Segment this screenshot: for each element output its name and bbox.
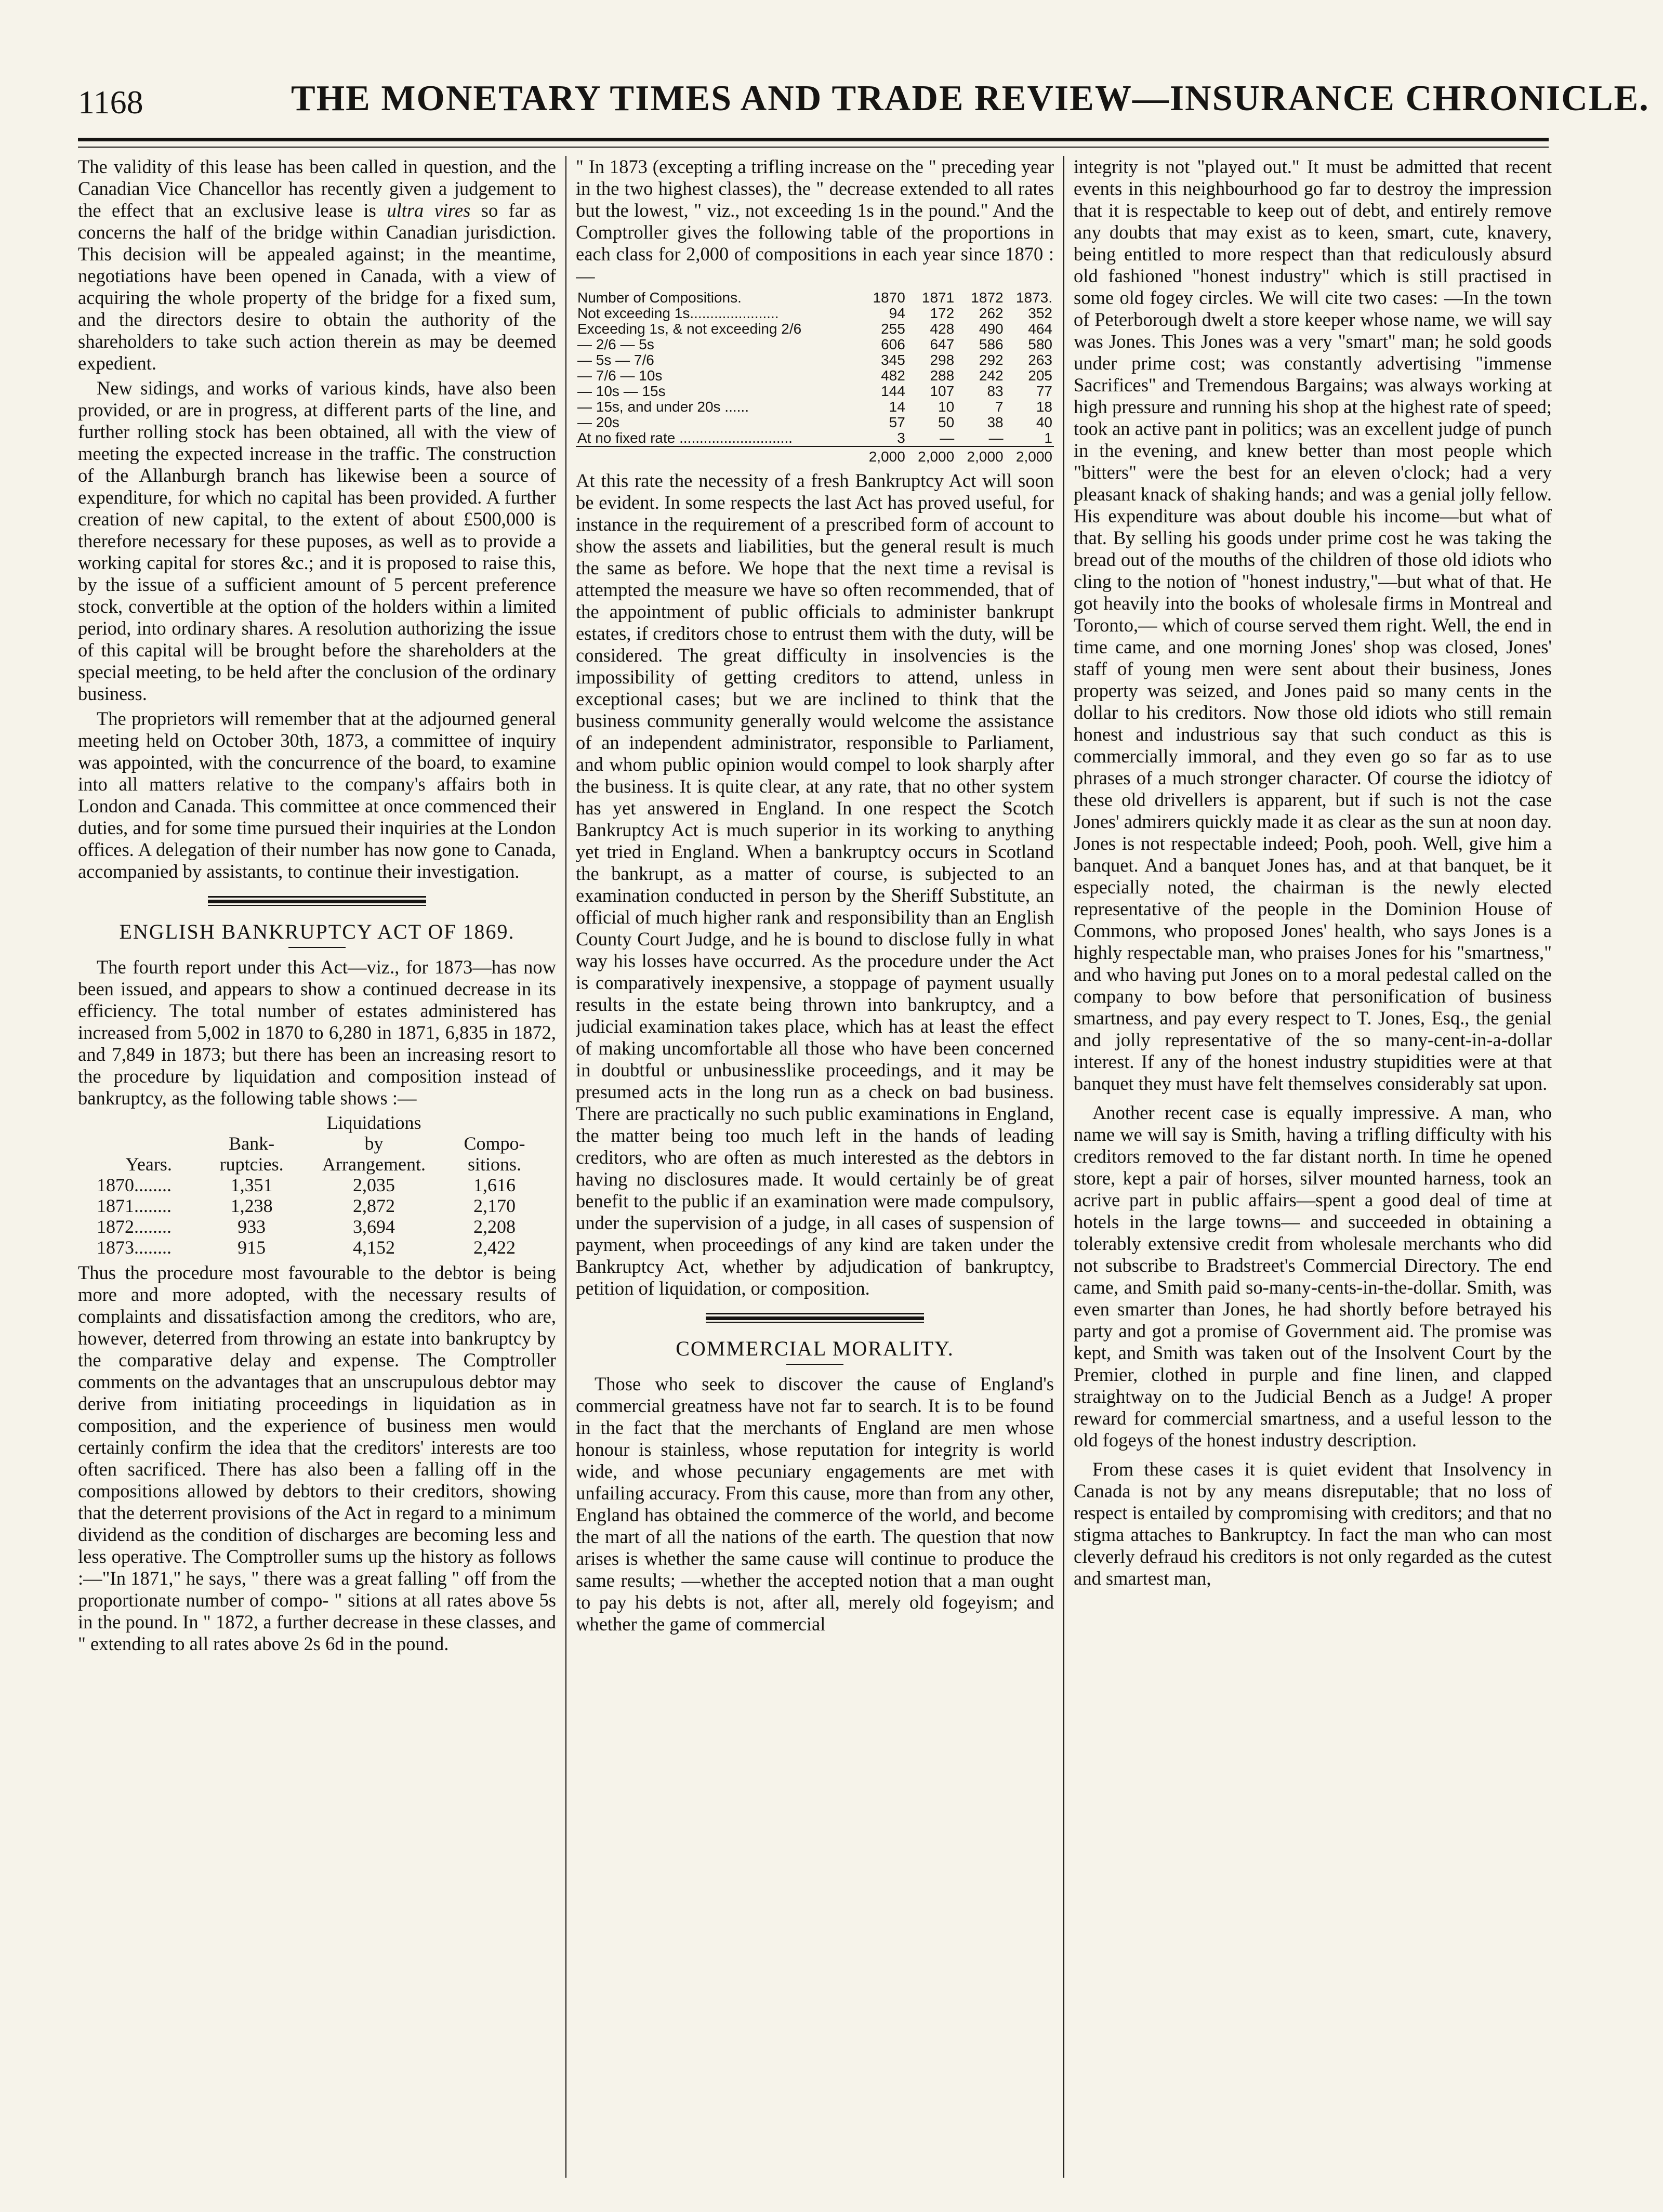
paragraph: The proprietors will remember that at the adjourned general meeting held on October 30th, 1873, a committee of inquiry was appointed, with the concurrence of the board, to examine into all matters relative to the company's affairs both in London and Canada. This committee at once commenced their duties, and for some time pursued their inquiries at the London offices. A delegation of their number has now gone to Canada, accompanied by assistants, to continue their investigation. <box>78 708 556 882</box>
table-cell: 1 <box>1044 430 1052 446</box>
table-cell: 1870........ <box>97 1175 171 1195</box>
table-cell: — 2/6 — 5s <box>577 336 654 352</box>
table-cell: — 10s — 15s <box>577 383 666 399</box>
table-header-cell: Arrangement. <box>322 1154 426 1175</box>
column-1 <box>78 156 556 2183</box>
table-cell: 2,035 <box>352 1175 395 1195</box>
paragraph: The fourth report under this Act—viz., for 1873—has now been issued, and appears to show a continued decrease in its efficiency. The total number of estates administered has increased from 5,002 in 1870 to 6,280 in 1871, 6,835 in 1872, and 7,849 in 1873; but there has been an increasing resort to the procedure by liquidation and composition instead of bankruptcy, as the following table shows :— <box>78 956 556 1109</box>
section-separator-ornament <box>706 1312 924 1323</box>
table-cell: 40 <box>1036 414 1052 430</box>
table-row <box>576 352 1054 368</box>
table-cell: Not exceeding 1s...................... <box>577 305 779 321</box>
column-2 <box>576 156 1054 2183</box>
table-cell <box>576 446 857 465</box>
table-cell: 1,351 <box>230 1175 273 1195</box>
table-row <box>576 399 1054 415</box>
table-header-cell <box>448 1112 540 1133</box>
table-cell: 2,000 <box>857 446 906 465</box>
section-heading: ENGLISH BANKRUPTCY ACT OF 1869. <box>119 920 515 943</box>
table-cell: 255 <box>881 321 905 337</box>
table-cell: 172 <box>930 305 955 321</box>
table-header-cell: Compo- <box>464 1133 525 1154</box>
paragraph: New sidings, and works of various kinds, have also been provided, or are in progress, at different parts of the line, and further rolling stock has been obtained, all with the view of meeting the expected increase in the traffic. The construction of the Allanburgh branch has likewise been a source of expenditure, for which no capital has been provided. A further creation of new capital, to the extent of about £500,000 is therefore necessary for these puposes, as well as to provide a working capital for stores &c.; and it is proposed to raise this, by the issue of a sufficient amount of 5 percent preference stock, convertible at the option of the holders within a limited period, into ordinary shares. A resolution authorizing the issue of this capital will be brought before the shareholders at the special meeting, to be held after the conclusion of the ordinary business. <box>78 377 556 704</box>
table-cell: 107 <box>930 383 955 399</box>
header-rule-thin <box>78 147 1549 148</box>
liquidations-table <box>94 1112 540 1258</box>
table-cell: — <box>940 430 955 446</box>
paragraph: integrity is not "played out." It must be admitted that recent events in this neighbourhood go far to destroy the impression that it is respectable to keep out of debt, and entirely remove any doubts that may exist as to keen, smart, cute, knavery, being entitled to more respect than that rediculously absurd old fashioned "honest industry" which is still practised in some old fogey circles. We will cite two cases: —In the town of Peterborough dwelt a store keeper whose name, we will say was Jones. This Jones was a very "smart" man; he sold goods under prime cost; was constantly advertising "immense Sacrifices" and Tremendous Bargains; was always working at high pressure and running his shop at the highest rate of speed; took an active pant in politics; was an excellent judge of punch in the evening, and knew better than most people which "bitters" were the best for an eleven o'clock; had a very pleasant knack of shaking hands; and was a genial jolly fellow. His expenditure was about double his income—but what of that. By selling his goods under prime cost he was taking the bread out of the mouths of the children of those old idiots who cling to the notion of "honest industry,"—but what of that. He got heavily into the books of wholesale firms in Montreal and Toronto,— which of course served them right. Well, the end in time came, and one morning Jones' shop was closed, Jones' staff of young men were sent about their business, Jones property was seized, and Jones paid so many cents in the dollar to his creditors. Now those old idiots who still remain honest and industrious say that such conduct as this is commercially immoral, and they even go so far as to use phrases of a much stronger character. Of course the idiotcy of these old drivellers is apparent, but if such is not the case Jones' admirers quickly made it as clear as the sun at noon day. Jones is not respectable indeed; Pooh, pooh. Well, give him a banquet. And a banquet Jones has, and at that banquet, be it especially noted, the chairman is the newly elected representative of the people in the Dominion House of Commons, who proposed Jones' health, who says Jones is a highly respectable man, who praises Jones for his "smartness," and who having put Jones on to a moral pedestal called on the company to bow before that personification of business smartness, and pay every respect to T. Jones, Esq., the genial and jolly representative of the so many-cent-in-a-dollar interest. If any of the honest industry stupidities were at that banquet they must have felt themselves considerably sat upon. <box>1074 156 1552 1094</box>
table-cell: 288 <box>930 367 955 384</box>
paragraph: From these cases it is quiet evident that Insolvency in Canada is not by any means disreputable; that no loss of respect is entailed by compromising with creditors; and that no stigma attaches to Bankruptcy. In fact the man who can most cleverly defraud his creditors is not only regarded as the cutest and smartest man, <box>1074 1458 1552 1589</box>
table-cell: 242 <box>979 367 1004 384</box>
newspaper-title: THE MONETARY TIMES AND TRADE REVIEW—INSURANCE CHRONICLE. <box>291 78 1649 118</box>
table-cell: 1872........ <box>97 1216 171 1237</box>
table-cell: 2,872 <box>352 1195 395 1216</box>
table-cell: 428 <box>930 321 955 337</box>
table-cell: 83 <box>987 383 1004 399</box>
table-cell: 77 <box>1036 383 1052 399</box>
page-number: 1168 <box>78 84 143 121</box>
table-header-cell <box>94 1133 204 1154</box>
table-row <box>94 1195 540 1216</box>
table-cell: 94 <box>889 305 905 321</box>
table-cell: 4,152 <box>352 1237 395 1258</box>
table-cell: — 15s, and under 20s ...... <box>577 399 749 415</box>
table-cell: 1,616 <box>473 1175 516 1195</box>
table-cell: At no fixed rate ............................ <box>577 430 793 446</box>
column-divider <box>565 156 566 2178</box>
italic-text: ultra vires <box>387 200 471 221</box>
table-row <box>576 306 1054 321</box>
table-header-cell: Years. <box>125 1154 172 1175</box>
paragraph: Those who seek to discover the cause of England's commercial greatness have not far to search. It is to be found in the fact that the merchants of England are men whose honour is stainless, whose reputation for integrity is world wide, and whose pecuniary engagements are met with unfailing accuracy. From this cause, more than from any other, England has obtained the commerce of the world, and become the mart of all the nations of the earth. The question that now arises is whether the same cause will continue to produce the same results; —whether the accepted notion that a man ought to pay his debts is not, after all, merely old fogeyism; and whether the game of commercial <box>576 1373 1054 1635</box>
table-header-cell <box>94 1112 204 1133</box>
table-cell: 490 <box>979 321 1004 337</box>
table-cell: 205 <box>1028 367 1052 384</box>
table-cell: 580 <box>1028 336 1052 352</box>
table-header-cell: Liquidations <box>326 1112 421 1133</box>
heading-dash <box>288 947 346 948</box>
column-3 <box>1074 156 1552 2183</box>
table-row <box>94 1175 540 1195</box>
table-cell: Exceeding 1s, & not exceeding 2/6 <box>577 321 802 337</box>
table-cell: 647 <box>930 336 955 352</box>
table-cell: 2,000 <box>1005 446 1054 465</box>
column-divider <box>1063 156 1064 2178</box>
table-header-cell: by <box>364 1133 384 1154</box>
table-cell: 3 <box>897 430 905 446</box>
table-cell: 1871........ <box>97 1195 171 1216</box>
table-cell: 345 <box>881 352 905 368</box>
section-separator-ornament <box>208 895 426 906</box>
table-row <box>576 337 1054 352</box>
table-row <box>576 415 1054 430</box>
table-row <box>576 430 1054 446</box>
table-cell: 14 <box>889 399 905 415</box>
table-cell: 1873........ <box>97 1237 171 1258</box>
table-row <box>576 384 1054 399</box>
table-row <box>94 1237 540 1258</box>
header-rule-thick <box>78 138 1549 141</box>
table-cell: 7 <box>995 399 1004 415</box>
table-cell: 38 <box>987 414 1004 430</box>
table-cell: 2,000 <box>956 446 1005 465</box>
table-cell: 3,694 <box>352 1216 395 1237</box>
compositions-table <box>576 290 1054 465</box>
table-cell: 464 <box>1028 321 1052 337</box>
table-cell: 606 <box>881 336 905 352</box>
text-run: The validity of this lease has been called in question, and the Canadian Vice Chancellor has recently given a judgement to the effect that an exclusive lease is <box>78 156 556 221</box>
text-run: so far as concerns the half of the bridge within Canadian jurisdiction. This decision will be appealed against; in the meantime, negotiations have been opened in Canada, with a view of acquiring the whole property of the bridge for a fixed sum, and the directors desire to obtain the authority of the shareholders to take such action therein as may be deemed expedient. <box>78 200 556 374</box>
table-cell: 586 <box>979 336 1004 352</box>
table-row <box>94 1216 540 1237</box>
table-header-cell: 1872 <box>971 289 1004 306</box>
table-header-cell <box>204 1112 299 1133</box>
section-heading: COMMERCIAL MORALITY. <box>676 1337 954 1360</box>
page-header <box>78 78 1649 135</box>
table-row <box>576 321 1054 337</box>
table-cell: 1,238 <box>230 1195 273 1216</box>
table-cell: — <box>988 430 1004 446</box>
paragraph: Thus the procedure most favourable to the debtor is being more and more adopted, with the necessary results of complaints and dissatisfaction among the creditors, who are, however, deterred from throwing an estate into bankruptcy by the comparative delay and expense. The Comptroller comments on the advantages that an unscrupulous debtor may derive from initiating proceedings in liquidation as in composition, and the experience of business men would certainly confirm the idea that the creditors' interests are too often sacrificed. There has also been a falling off in the compositions allowed by debtors to their creditors, showing that the deterrent provisions of the Act in regard to a minimum dividend as the condition of discharges are becoming less and less operative. The Comptroller sums up the history as follows :—"In 1871," he says, " there was a great falling " off from the proportionate number of compo- " sitions at all rates above 5s in the pound. In " 1872, a further decrease in these classes, and " extending to all rates above 2s 6d in the pound. <box>78 1262 556 1654</box>
table-header-cell: Bank- <box>229 1133 275 1154</box>
table-cell: — 5s — 7/6 <box>577 352 654 368</box>
paragraph: " In 1873 (excepting a trifling increase on the " preceding year in the two highest classes), the " decrease extended to all rates but the lowest, " viz., not exceeding 1s in the pound." And the Comptroller gives the following table of the proportions in each class for 2,000 of compositions in each year since 1870 :— <box>576 156 1054 286</box>
table-cell: 915 <box>237 1237 266 1258</box>
table-cell: — 20s <box>577 414 619 430</box>
paragraph: Another recent case is equally impressive. A man, who name we will say is Smith, having a trifling difficulty with his creditors removed to the far distant north. In time he opened store, kept a pair of horses, silver mounted harness, took an acrive part in public affairs—spent a good deal of time at hotels in the large towns— and succeeded in obtaining a tolerably extensive credit from wholesale merchants who did not subscribe to Bradstreet's Commercial Directory. The end came, and Smith paid so-many-cents-in-the-dollar. Smith, was even smarter than Jones, he had shortly before betrayed his party and got a promise of Government aid. The promise was kept, and Smith was taken out of the Insolvent Court by the Premier, clothed in purple and fine linen, and clapped straightway on to the Judicial Bench as a Judge! A proper reward for commercial smartness, and a useful lesson to the old fogeys of the honest industry description. <box>1074 1102 1552 1451</box>
table-cell: 144 <box>881 383 905 399</box>
table-cell: 50 <box>938 414 955 430</box>
table-header-cell: Number of Compositions. <box>577 289 742 306</box>
table-header-cell: 1870 <box>873 289 905 306</box>
table-cell: 262 <box>979 305 1004 321</box>
table-cell: 298 <box>930 352 955 368</box>
paragraph: At this rate the necessity of a fresh Bankruptcy Act will soon be evident. In some respects the last Act has proved useful, for instance in the requirement of a prescribed form of account to show the assets and liabilities, but the general result is much the same as before. We hope that the next time a revisal is attempted the measure we have so often recommended, that of the appointment of public officials to administer bankrupt estates, if creditors chose to entrust them with the duty, will be considered. The great difficulty in insolvencies is the impossibility of getting creditors to attend, unless in exceptional cases; but we are inclined to think that the business community generally would welcome the assistance of an independent administrator, responsible to Parliament, and whom public opinion would compel to look sharply after the business. It is quite clear, at any rate, that no other system has yet answered in England. In one respect the Scotch Bankruptcy Act is much superior in its working to anything yet tried in England. When a bankruptcy occurs in Scotland the bankrupt, as a matter of course, is subjected to an examination conducted in person by the Sheriff Substitute, an official of much higher rank and responsibility than an English County Court Judge, and he is bound to disclose fully in what way his losses have occurred. As the procedure under the Act is comparatively inexpensive, a stoppage of payment usually results in the estate being thrown into bankruptcy, and a judicial examination takes place, which has at least the effect of making uncomfortable all those who have been concerned in doubtful or unbusinesslike proceedings, and it may be presumed acts in the long run as a check on bad business. There are practically no such public examinations in England, the matter being too much left in the hands of leading creditors, who are often as much interested as the debtors in having no disclosures made. It would certainly be of great benefit to the public if an examination were made compulsory, under the supervision of a judge, in all cases of suspension of payment, when proceedings of any kind are taken under the Bankruptcy Act, whether by adjudication of bankruptcy, petition of liquidation, or composition. <box>576 470 1054 1299</box>
table-cell: 18 <box>1036 399 1052 415</box>
table-header-cell: ruptcies. <box>219 1154 284 1175</box>
table-cell: 2,000 <box>907 446 956 465</box>
table-cell: 57 <box>889 414 905 430</box>
table-cell: 292 <box>979 352 1004 368</box>
table-cell: 933 <box>237 1216 266 1237</box>
table-total-row <box>576 446 1054 465</box>
paragraph <box>78 156 556 374</box>
table-cell: 10 <box>938 399 955 415</box>
table-cell: 263 <box>1028 352 1052 368</box>
table-row <box>576 368 1054 384</box>
heading-dash <box>786 1364 843 1365</box>
table-header-cell: sitions. <box>467 1154 522 1175</box>
table-header-cell: 1871 <box>921 289 955 306</box>
table-cell: 2,422 <box>473 1237 516 1258</box>
table-cell: 482 <box>881 367 905 384</box>
table-cell: — 7/6 — 10s <box>577 367 663 384</box>
table-cell: 2,170 <box>473 1195 516 1216</box>
table-cell: 352 <box>1028 305 1052 321</box>
table-cell: 2,208 <box>473 1216 516 1237</box>
table-header-cell: 1873. <box>1015 289 1052 306</box>
